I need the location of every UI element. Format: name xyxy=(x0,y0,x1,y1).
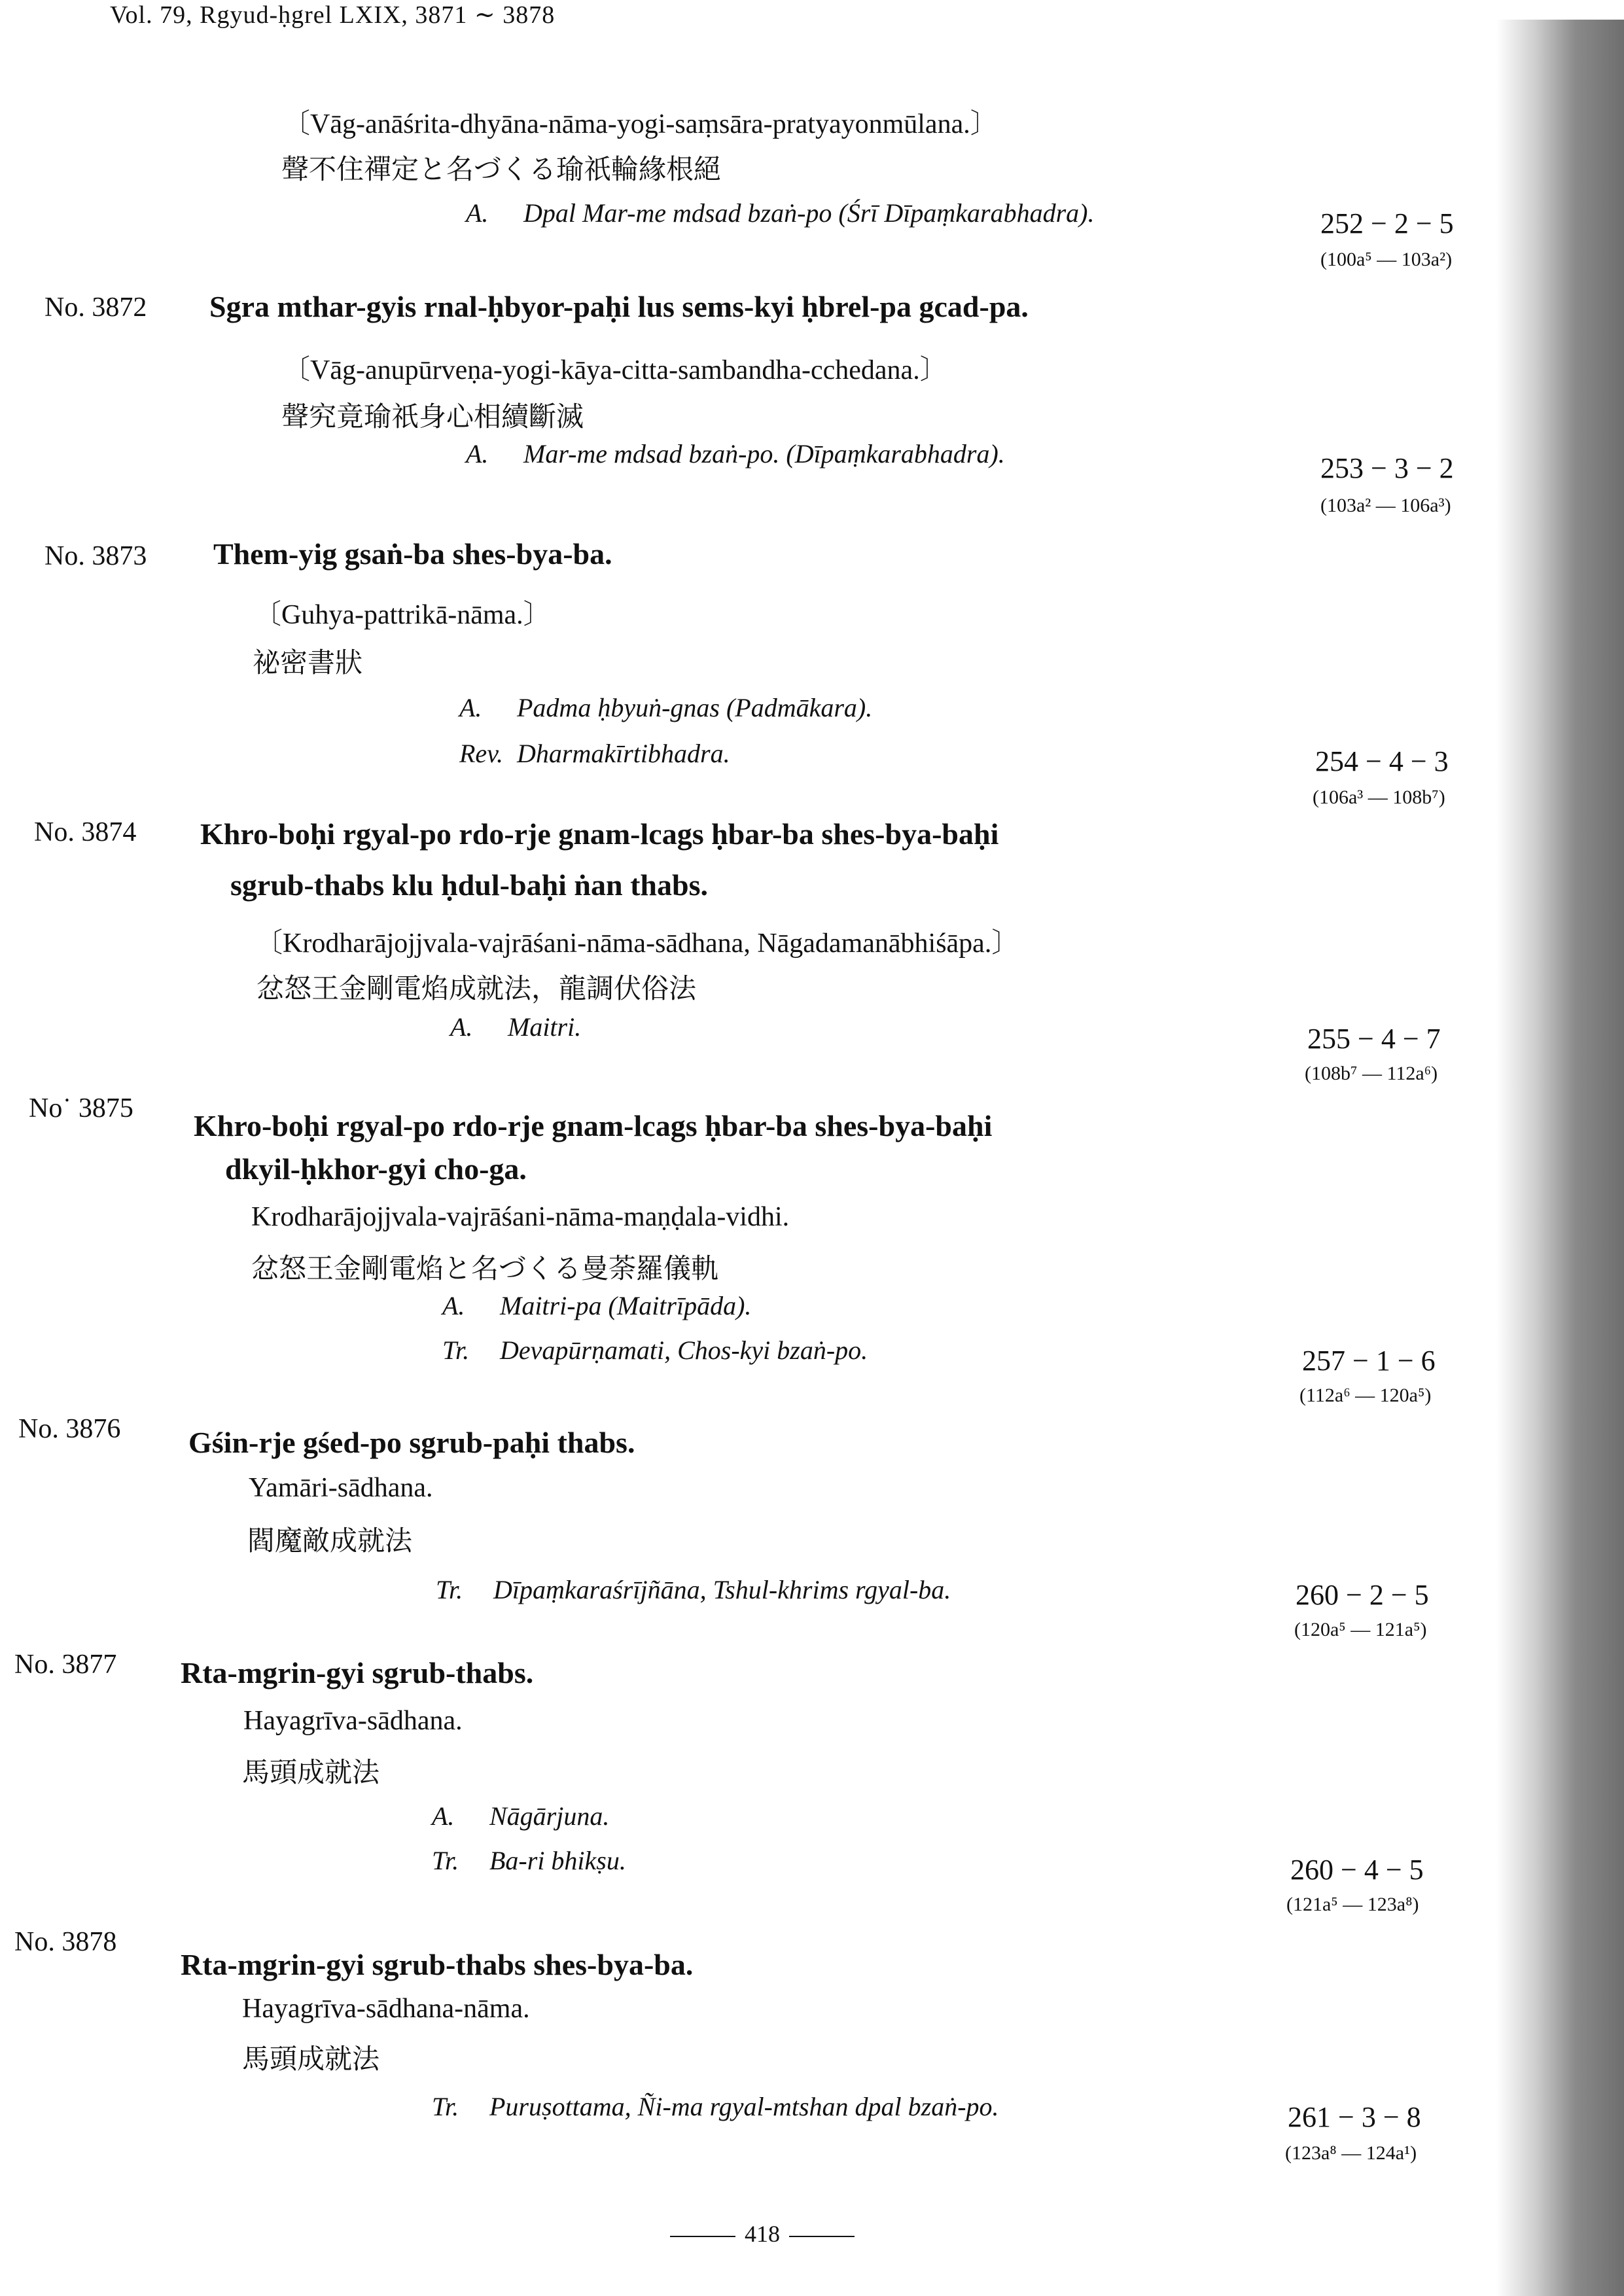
entry-number: No. 3873 xyxy=(44,541,147,571)
entry-pages: 257 − 1 − 6 xyxy=(1302,1345,1436,1377)
entry-title: Khro-boḥi rgyal-po rdo-rje gnam-lcags ḥbar-ba shes-bya-baḥi xyxy=(200,817,999,851)
entry-author xyxy=(459,692,872,723)
entry-title-continued: dkyil-ḥkhor-gyi cho-ga. xyxy=(225,1152,527,1186)
entry-title: Rta-mgrin-gyi sgrub-thabs shes-bya-ba. xyxy=(181,1948,694,1981)
footer-rule-right xyxy=(789,2236,855,2237)
entry-translator xyxy=(432,2091,999,2122)
entry-number: No. 3876 xyxy=(18,1414,121,1444)
entry-pages: 253 − 3 − 2 xyxy=(1320,452,1454,484)
entry-title: Them-yig gsaṅ-ba shes-bya-ba. xyxy=(213,537,612,571)
entry-japanese: 聲不住禪定と名づくる瑜祇輪緣根絕 xyxy=(281,153,722,185)
entry-number: No. 3874 xyxy=(34,817,137,847)
entry-author xyxy=(442,1290,751,1321)
entry-sanskrit: Hayagrīva-sādhana. xyxy=(243,1706,463,1736)
entry-folio: (112a⁶ — 120a⁵) xyxy=(1299,1385,1432,1406)
entry-folio: (120a⁵ — 121a⁵) xyxy=(1294,1619,1427,1640)
entry-pages: 255 − 4 − 7 xyxy=(1307,1023,1441,1055)
entry-japanese: 聲究竟瑜祇身心相續斷滅 xyxy=(281,400,584,433)
role-name: Dharmakīrtibhadra. xyxy=(517,739,730,768)
role-name: Puruṣottama, Ñi-ma rgyal-mtshan dpal bzaṅ-po. xyxy=(489,2092,999,2121)
role-label: Tr. xyxy=(432,2092,459,2121)
entry-title-continued: sgrub-thabs klu ḥdul-baḥi ṅan thabs. xyxy=(230,868,708,902)
role-label: Tr. xyxy=(442,1335,470,1365)
role-name: Padma ḥbyuṅ-gnas (Padmākara). xyxy=(517,693,873,722)
entry-sanskrit: 〔Vāg-anāśrita-dhyāna-nāma-yogi-saṃsāra-pratyayonmūlana.〕 xyxy=(283,109,998,139)
entry-pages: 260 − 4 − 5 xyxy=(1290,1854,1424,1886)
role-label: Tr. xyxy=(432,1846,459,1875)
entry-number: No. 3877 xyxy=(14,1650,117,1680)
entry-sanskrit: Krodharājojjvala-vajrāśani-nāma-maṇḍala-vidhi. xyxy=(251,1202,790,1232)
page-footer xyxy=(661,2220,864,2248)
entry-sanskrit: 〔Vāg-anupūrveṇa-yogi-kāya-citta-sambandha-cchedana.〕 xyxy=(283,355,947,385)
role-name: Devapūrṇamati, Chos-kyi bzaṅ-po. xyxy=(500,1335,868,1365)
entry-pages: 254 − 4 − 3 xyxy=(1315,745,1449,777)
entry-folio: (123a⁸ — 124a¹) xyxy=(1285,2142,1417,2164)
scan-edge-shadow xyxy=(1496,20,1624,2296)
entry-title: Gśin-rje gśed-po sgrub-paḥi thabs. xyxy=(188,1426,635,1459)
role-name: Mar-me mdsad bzaṅ-po. (Dīpaṃkarabhadra). xyxy=(523,439,1005,468)
role-label: A. xyxy=(432,1801,455,1831)
entry-translator xyxy=(436,1574,951,1605)
entry-folio: (108b⁷ — 112a⁶) xyxy=(1305,1063,1438,1084)
entry-japanese: 閻魔敵成就法 xyxy=(247,1525,413,1557)
entry-sanskrit: 〔Krodharājojjvala-vajrāśani-nāma-sādhana, Nāgadamanābhiśāpa.〕 xyxy=(255,928,1019,959)
entry-pages: 252 − 2 − 5 xyxy=(1320,207,1454,239)
entry-number: No. 3872 xyxy=(44,292,147,323)
entry-japanese: 忿怒王金剛電焰と名づくる曼荼羅儀軌 xyxy=(251,1252,719,1284)
role-label: A. xyxy=(466,198,489,228)
entry-folio: (106a³ — 108b⁷) xyxy=(1313,786,1445,808)
role-name: Ba-ri bhikṣu. xyxy=(489,1846,626,1875)
entry-folio: (121a⁵ — 123a⁸) xyxy=(1286,1894,1419,1915)
entry-title: Khro-boḥi rgyal-po rdo-rje gnam-lcags ḥbar-ba shes-bya-baḥi xyxy=(194,1109,993,1142)
entry-japanese: 祕密書狀 xyxy=(253,646,363,679)
role-label: A. xyxy=(442,1291,465,1320)
entry-author xyxy=(450,1012,581,1042)
entry-author xyxy=(466,438,1005,469)
role-label: A. xyxy=(450,1012,473,1042)
role-name: Maitri. xyxy=(508,1012,582,1042)
entry-folio: (100a⁵ — 103a²) xyxy=(1320,249,1453,270)
role-label: Rev. xyxy=(459,739,503,768)
entry-japanese: 馬頭成就法 xyxy=(242,2043,380,2075)
entry-sanskrit: 〔Guhya-pattrikā-nāma.〕 xyxy=(254,600,551,630)
entry-translator xyxy=(442,1335,868,1366)
entry-reviser xyxy=(459,738,730,769)
page-number: 418 xyxy=(745,2221,780,2247)
running-header: Vol. 79, Rgyud-ḥgrel LXIX, 3871 ∼ 3878 xyxy=(110,1,556,29)
role-label: A. xyxy=(459,693,482,722)
role-name: Maitri-pa (Maitrīpāda). xyxy=(500,1291,752,1320)
entry-sanskrit: Hayagrīva-sādhana-nāma. xyxy=(242,1994,530,2024)
entry-number: No. 3878 xyxy=(14,1927,117,1957)
entry-author xyxy=(466,198,1094,228)
entry-number: No˙ 3875 xyxy=(29,1093,133,1123)
entry-japanese: 忿怒王金剛電焰成就法，龍調伏俗法 xyxy=(256,972,697,1004)
entry-title: Rta-mgrin-gyi sgrub-thabs. xyxy=(181,1656,534,1689)
role-name: Dpal Mar-me mdsad bzaṅ-po (Śrī Dīpaṃkarabhadra). xyxy=(523,198,1095,228)
entry-japanese: 馬頭成就法 xyxy=(242,1756,380,1788)
role-label: A. xyxy=(466,439,489,468)
entry-pages: 261 − 3 − 8 xyxy=(1288,2101,1421,2133)
entry-pages: 260 − 2 − 5 xyxy=(1296,1579,1429,1611)
footer-rule-left xyxy=(670,2236,735,2237)
role-label: Tr. xyxy=(436,1575,463,1604)
entry-title: Sgra mthar-gyis rnal-ḥbyor-paḥi lus sems-kyi ḥbrel-pa gcad-pa. xyxy=(209,290,1029,323)
entry-sanskrit: Yamāri-sādhana. xyxy=(249,1473,433,1503)
role-name: Nāgārjuna. xyxy=(489,1801,610,1831)
entry-folio: (103a² — 106a³) xyxy=(1320,495,1451,516)
entry-author xyxy=(432,1801,609,1831)
entry-translator xyxy=(432,1845,626,1876)
role-name: Dīpaṃkaraśrījñāna, Tshul-khrims rgyal-ba. xyxy=(493,1575,951,1604)
